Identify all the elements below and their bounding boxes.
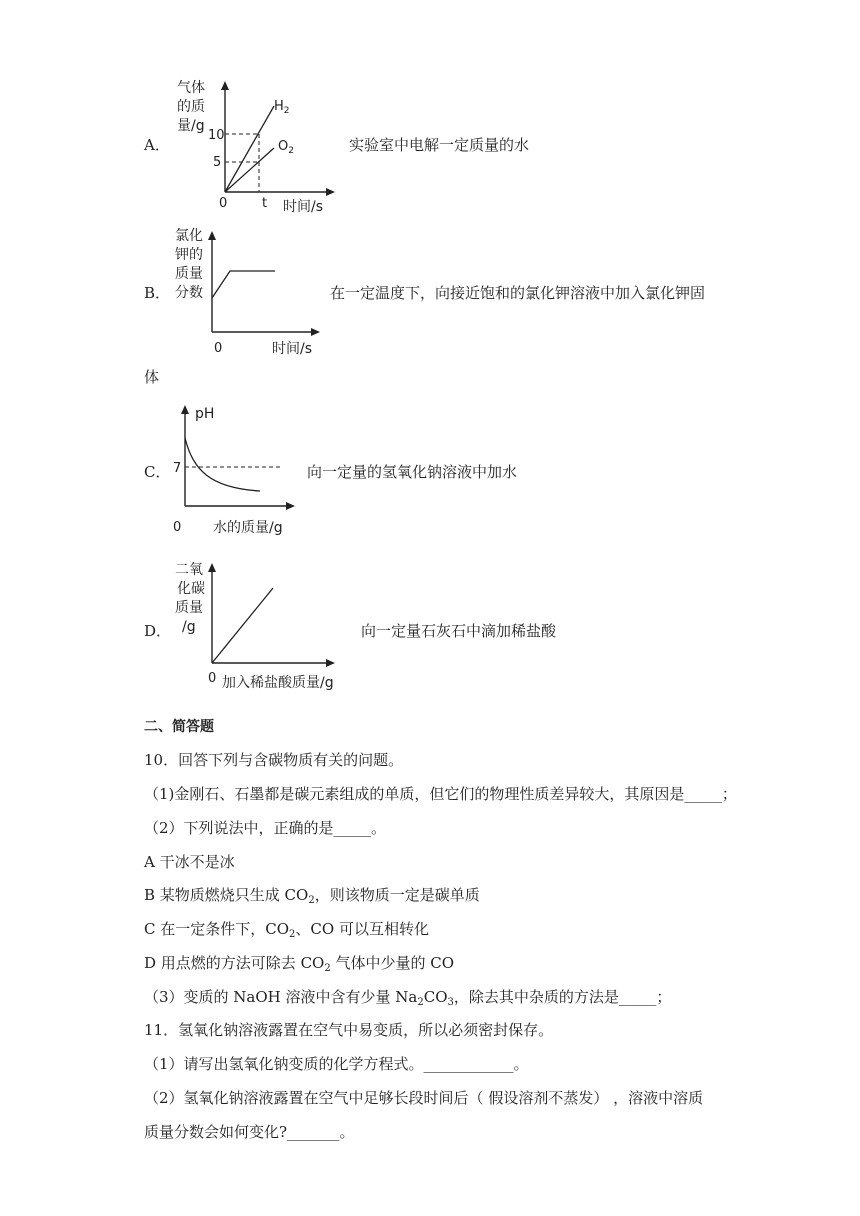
svg-text:H2: $H_2$ bbox=[274, 99, 290, 116]
option-a-letter: A． bbox=[144, 136, 170, 154]
graph-c-curve bbox=[185, 438, 260, 491]
graph-a-electrolysis bbox=[170, 76, 340, 216]
graph-b-kcl bbox=[170, 226, 330, 360]
svg-text:t: t bbox=[262, 196, 268, 211]
q10-option-b: B 某物质燃烧只生成 $CO_2$，则该物质一定是碳单质 bbox=[144, 886, 480, 906]
section-title: 二、简答题 bbox=[144, 719, 214, 735]
svg-text:时间/s: 时间/s bbox=[283, 199, 324, 215]
svg-text:0: 0 bbox=[214, 341, 223, 356]
option-c-description: 向一定量的氢氧化钠溶液中加水 bbox=[307, 463, 518, 481]
graph-a-ylabel-1: 气体 bbox=[177, 80, 205, 96]
q10-part2: （2）下列说法中，正确的是_____。 bbox=[144, 819, 387, 837]
q10-part3: （3）变质的 NaOH 溶液中含有少量 $Na_2CO_3$，除去其中杂质的方法是_____； bbox=[144, 988, 672, 1008]
q11-part2-cont: 质量分数会如何变化?_______。 bbox=[144, 1123, 355, 1141]
graph-b-curve bbox=[212, 271, 275, 298]
svg-text:0: 0 bbox=[219, 196, 228, 211]
graph-a-ylabel-2: 的质 bbox=[177, 99, 205, 115]
graph-a-h2-line bbox=[225, 106, 274, 192]
svg-text:质量: 质量 bbox=[175, 600, 203, 616]
svg-text:氯化: 氯化 bbox=[175, 228, 203, 244]
svg-text:7: 7 bbox=[173, 461, 182, 476]
svg-text:pH: pH bbox=[195, 406, 215, 422]
graph-d-co2 bbox=[170, 558, 350, 693]
svg-text:钾的: 钾的 bbox=[175, 247, 203, 263]
svg-text:10: 10 bbox=[208, 128, 225, 143]
svg-text:分数: 分数 bbox=[175, 285, 203, 301]
option-a-description: 实验室中电解一定质量的水 bbox=[349, 136, 530, 154]
q10-option-c: C 在一定条件下，$CO_2$、CO 可以互相转化 bbox=[144, 920, 429, 940]
q11-stem: 11．氢氧化钠溶液露置在空气中易变质，所以必须密封保存。 bbox=[144, 1021, 554, 1039]
svg-text:质量: 质量 bbox=[175, 266, 203, 282]
option-b-description-cont: 体 bbox=[144, 368, 160, 386]
svg-text:加入稀盐酸质量/g: 加入稀盐酸质量/g bbox=[222, 675, 334, 691]
svg-text:/g: /g bbox=[182, 619, 196, 635]
q10-option-a: A 干冰不是冰 bbox=[144, 853, 235, 871]
q11-part1: （1）请写出氢氧化钠变质的化学方程式。____________。 bbox=[144, 1055, 529, 1073]
svg-text:O2: $O_2$ bbox=[278, 139, 294, 156]
option-d-description: 向一定量石灰石中滴加稀盐酸 bbox=[361, 622, 557, 640]
q10-part1: （1)金刚石、石墨都是碳元素组成的单质，但它们的物理性质差异较大，其原因是_____； bbox=[144, 785, 737, 803]
graph-c-ph bbox=[165, 400, 305, 535]
option-b-letter: B． bbox=[144, 284, 171, 302]
q11-part2: （2）氢氧化钠溶液露置在空气中足够长段时间后（ 假设溶剂不蒸发） ，溶液中溶质 bbox=[144, 1089, 704, 1107]
option-c-letter: C． bbox=[144, 463, 171, 481]
q10-option-d: D 用点燃的方法可除去 $CO_2$ 气体中少量的 CO bbox=[144, 954, 455, 974]
svg-text:水的质量/g: 水的质量/g bbox=[213, 520, 283, 535]
q10-stem: 10．回答下列与含碳物质有关的问题。 bbox=[144, 751, 404, 769]
svg-text:5: 5 bbox=[213, 155, 222, 170]
svg-text:0: 0 bbox=[208, 671, 217, 686]
svg-text:化碳: 化碳 bbox=[177, 581, 205, 597]
option-b-description: 在一定温度下，向接近饱和的氯化钾溶液中加入氯化钾固 bbox=[330, 284, 706, 302]
svg-text:时间/s: 时间/s bbox=[272, 341, 313, 357]
graph-d-line bbox=[212, 588, 273, 663]
option-d-letter: D． bbox=[144, 622, 172, 640]
svg-text:二氧: 二氧 bbox=[175, 562, 203, 578]
graph-a-ylabel-3: 量/g bbox=[177, 118, 205, 134]
graph-a-o2-line bbox=[225, 148, 274, 192]
svg-text:0: 0 bbox=[173, 520, 182, 535]
